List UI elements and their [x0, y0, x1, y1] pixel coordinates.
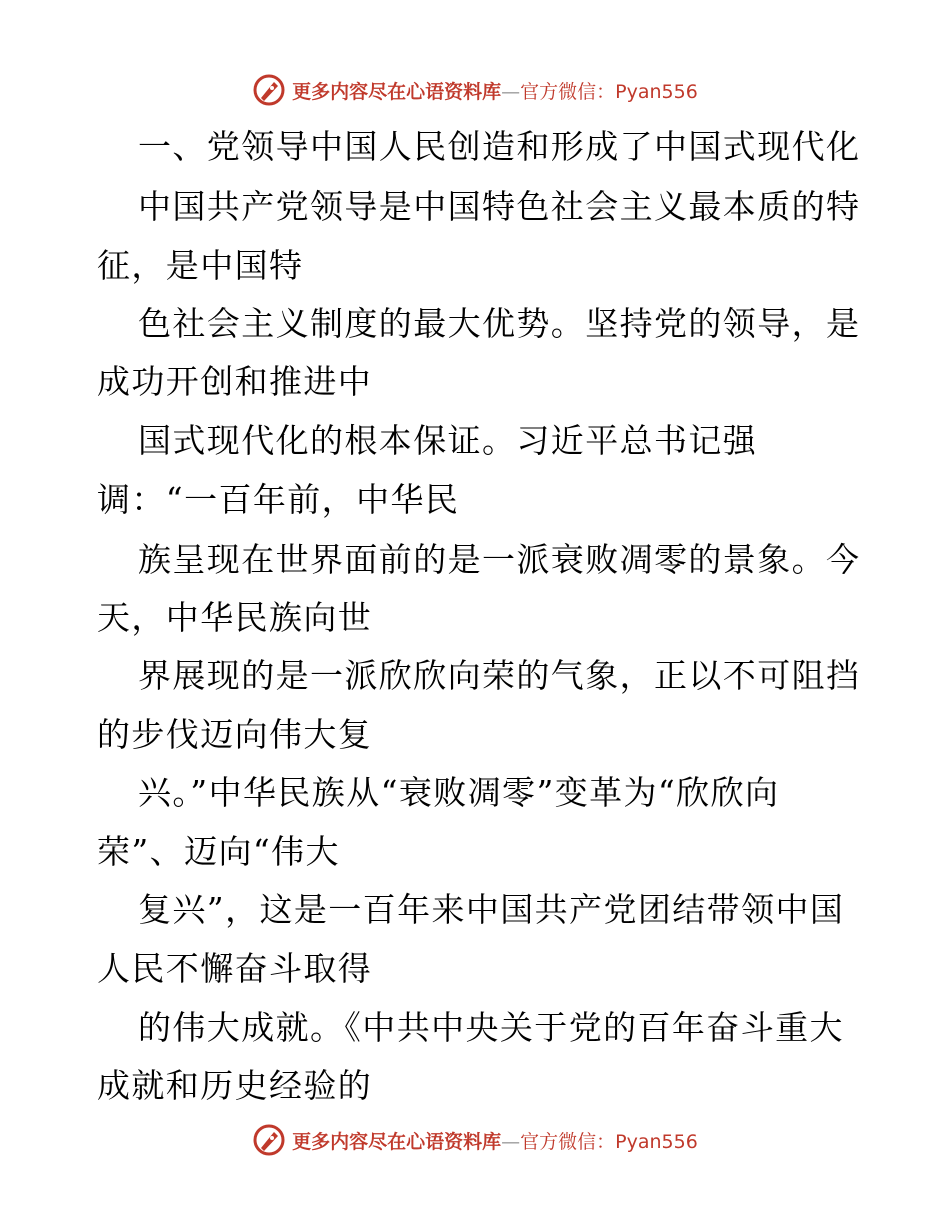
- text-line: 兴。”中华民族从“衰败凋零”变革为“欣欣向: [138, 773, 780, 812]
- heading-line: 一、党领导中国人民创造和形成了中国式现代化: [138, 127, 861, 166]
- text-line: 色社会主义制度的最大优势。坚持党的领导，是: [138, 304, 861, 343]
- text-line: 的伟大成就。《中共中央关于党的百年奋斗重大: [138, 1008, 844, 1047]
- pen-nib-logo-icon: [252, 1123, 286, 1157]
- text-line: 成就和历史经验的: [97, 1066, 373, 1105]
- text-line: 复兴”，这是一百年来中国共产党团结带领中国: [138, 890, 845, 929]
- text-line: 成功开创和推进中: [97, 362, 373, 401]
- text-line: 族呈现在世界面前的是一派衰败凋零的景象。今: [138, 540, 861, 579]
- text-line: 的步伐迈向伟大复: [97, 715, 373, 754]
- banner-separator: —: [501, 80, 521, 103]
- text-line: 调：“一百年前，中华民: [97, 480, 460, 519]
- banner-wechat-text: 官方微信：Pyan556: [520, 80, 698, 103]
- text-line: 界展现的是一派欣欣向荣的气象，正以不可阻挡: [138, 656, 861, 695]
- banner-brand-text: 更多内容尽在心语资料库: [292, 1130, 502, 1153]
- banner-text: [292, 1127, 698, 1154]
- text-line: 荣”、迈向“伟大: [97, 832, 340, 871]
- footer-banner: [0, 1120, 950, 1160]
- text-line: 国式现代化的根本保证。习近平总书记强: [138, 421, 758, 460]
- banner-wechat-text: 官方微信：Pyan556: [520, 1130, 698, 1153]
- banner-brand-text: 更多内容尽在心语资料库: [292, 80, 502, 103]
- text-line: 天，中华民族向世: [97, 598, 373, 637]
- banner-separator: —: [501, 1130, 521, 1153]
- text-line: 征，是中国特: [97, 246, 304, 285]
- text-line: 中国共产党领导是中国特色社会主义最本质的特: [138, 187, 861, 226]
- text-line: 人民不懈奋斗取得: [97, 949, 373, 988]
